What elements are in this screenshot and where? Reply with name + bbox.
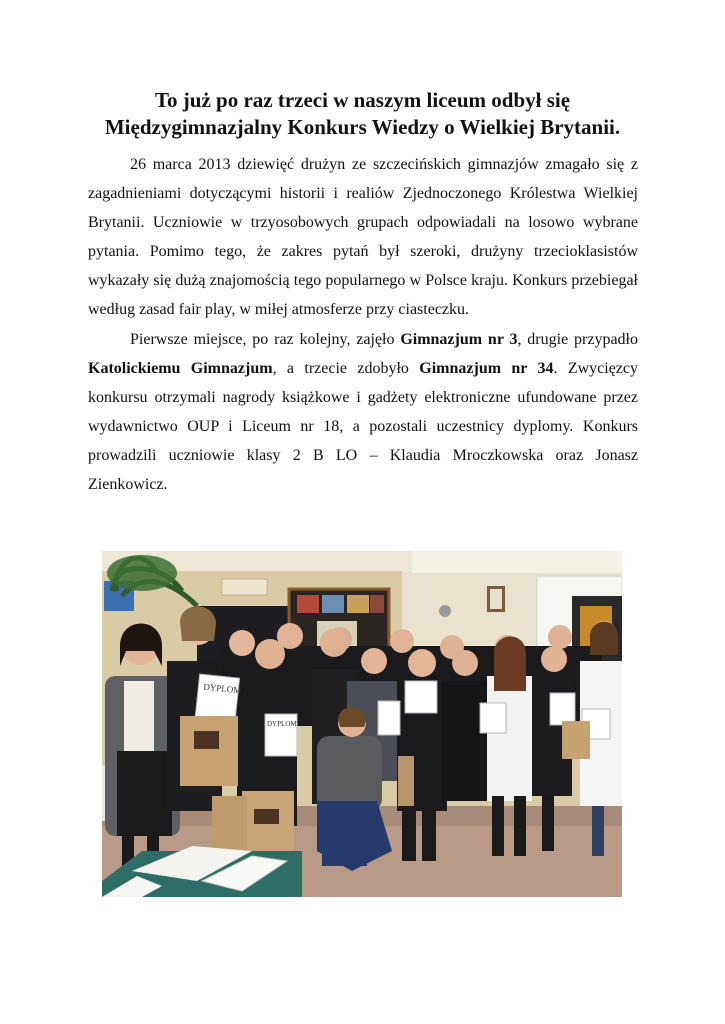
title-line-2: Międzygimnazjalny Konkurs Wiedzy o Wielkiej Brytanii.	[104, 115, 621, 139]
group-photo	[102, 551, 622, 897]
article-body	[88, 150, 638, 499]
p2-text-e: . Zwycięzcy konkursu otrzymali nagrody książkowe i gadżety elektroniczne ufundowane przez wydawnictwo OUP i Liceum nr 18, a pozostali uczestnicy dyplomy. Konkurs prowadzili uczniowie klasy 2 B LO – Klaudia Mroczkowska oraz Jonasz Zienkowicz.	[88, 359, 639, 494]
winner-second: Katolickiemu Gimnazjum	[88, 359, 273, 377]
p2-text-a: Pierwsze miejsce, po raz kolejny, zajęło	[130, 330, 401, 348]
p2-text-c: , drugie przypadło	[517, 330, 638, 348]
article-title	[60, 87, 665, 141]
paragraph-2	[88, 325, 638, 500]
p2-text-d: , a trzecie zdobyło	[272, 359, 420, 377]
group-photo-illustration	[102, 551, 622, 897]
paragraph-1: 26 marca 2013 dziewięć drużyn ze szczecińskich gimnazjów zmagało się z zagadnieniami dotyczącymi historii i realiów Zjednoczonego Królestwa Wielkiej Brytanii. Uczniowie w trzyosobowych grupach odpowiadali na losowo wybrane pytania. Pomimo tego, że zakres pytań był szeroki, drużyny trzecioklasistów wykazały się dużą znajomością tego popularnego w Polsce kraju. Konkurs przebiegał według zasad fair play, w miłej atmosferze przy ciasteczku.	[88, 156, 638, 319]
title-line-1: To już po raz trzeci w naszym liceum odbył się	[154, 88, 571, 112]
winner-first: Gimnazjum nr 3	[400, 330, 518, 348]
winner-third: Gimnazjum nr 34	[419, 359, 554, 377]
svg-text:DYPLOM: DYPLOM	[202, 681, 242, 696]
svg-text:DYPLOM: DYPLOM	[267, 720, 297, 728]
